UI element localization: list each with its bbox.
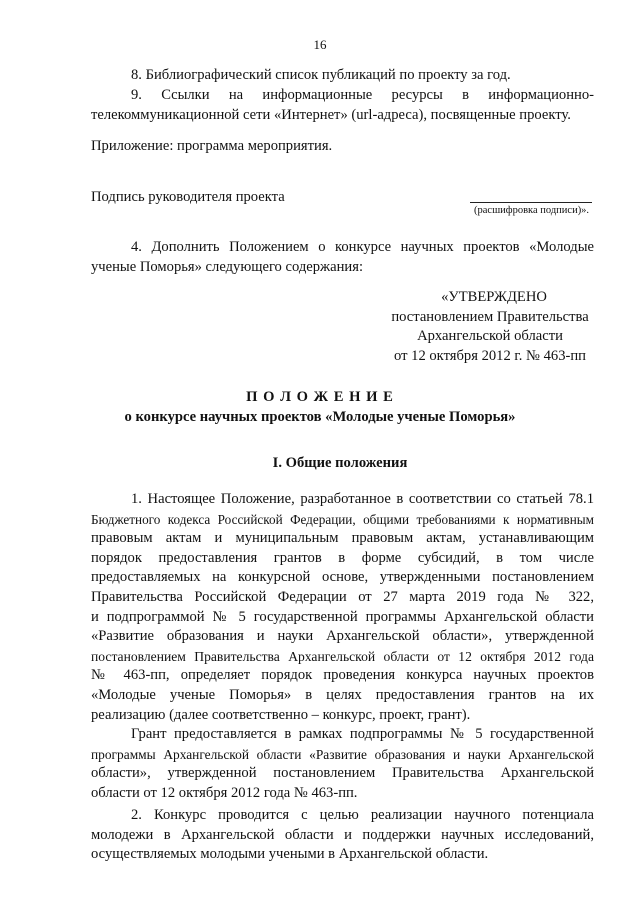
paragraph-3 [91, 806, 594, 865]
item-9-line-2: телекоммуникационной сети «Интернет» (url-адреса), посвященные проекту. [91, 106, 571, 123]
appendix-line: Приложение: программа мероприятия. [91, 138, 333, 154]
clause-4 [91, 238, 594, 278]
p1-line: № 463-пп, определяет порядок проведения конкурса научных проектов [91, 667, 594, 684]
p2-line: Грант предоставляется в рамках подпрограммы № 5 государственной [131, 726, 594, 742]
approval-line-4: от 12 октября 2012 г. № 463-пп [394, 347, 586, 364]
item-9-line-1: 9. Ссылки на информационные ресурсы в информационно- [131, 86, 594, 103]
clause-4-line-1: 4. Дополнить Положением о конкурсе научных проектов «Молодые [131, 239, 594, 255]
paragraph-1 [91, 490, 594, 725]
approval-line-1: «УТВЕРЖДЕНО [441, 289, 547, 305]
p2-line: программы Архангельской области «Развитие образования и науки Архангельской [91, 746, 594, 762]
section-heading: I. Общие положения [272, 455, 408, 471]
approval-line-2: постановлением Правительства [391, 308, 589, 325]
document-title: П О Л О Ж Е Н И Е [246, 389, 394, 405]
p1-line: постановлением Правительства Архангельской области от 12 октября 2012 года [91, 648, 594, 664]
p1-line: 1. Настоящее Положение, разработанное в соответствии со статьей 78.1 [131, 491, 594, 507]
p3-line: 2. Конкурс проводится с целью реализации научного потенциала [131, 807, 594, 823]
p1-line: Правительства Российской Федерации от 27 марта 2019 года № 322, [91, 588, 594, 605]
p1-line: «Молодые ученые Поморья» в целях предоставления грантов на их [91, 686, 594, 703]
item-8: 8. Библиографический список публикаций по проекту за год. [131, 67, 511, 83]
p1-line: «Развитие образования и науки Архангельской области», утвержденной [91, 628, 594, 645]
approval-block [385, 288, 595, 366]
approval-line-3: Архангельской области [417, 328, 563, 344]
page-number: 16 [313, 37, 327, 52]
items-top [91, 66, 594, 125]
p1-line: реализацию (далее соответственно – конкурс, проект, грант). [91, 706, 471, 723]
p1-line: порядок предоставления грантов в форме субсидий, в том числе [91, 549, 594, 566]
p1-line: Бюджетного кодекса Российской Федерации, общими требованиями к нормативным [91, 511, 594, 527]
p2-line: области», утвержденной постановлением Правительства Архангельской [91, 765, 594, 782]
p1-line: правовым актам и муниципальным правовым актам, устанавливающим [91, 530, 594, 547]
p3-line: осуществляемых молодыми учеными в Архангельской области. [91, 846, 489, 863]
signature-label: Подпись руководителя проекта [91, 189, 285, 205]
clause-4-line-2: ученые Поморья» следующего содержания: [91, 258, 364, 275]
p2-line: области от 12 октября 2012 года № 463-пп. [91, 784, 358, 801]
document-subtitle: о конкурсе научных проектов «Молодые ученые Поморья» [124, 409, 516, 425]
signature-decoding: (расшифровка подписи)». [474, 205, 590, 216]
paragraph-2 [91, 725, 594, 803]
p3-line: молодежи в Архангельской области и поддержки научных исследований, [91, 826, 594, 843]
p1-line: и подпрограммой № 5 государственной программы Архангельской области [91, 608, 594, 625]
signature-line [470, 202, 592, 203]
p1-line: предоставляемых на конкурсной основе, утвержденными постановлением [91, 569, 594, 586]
